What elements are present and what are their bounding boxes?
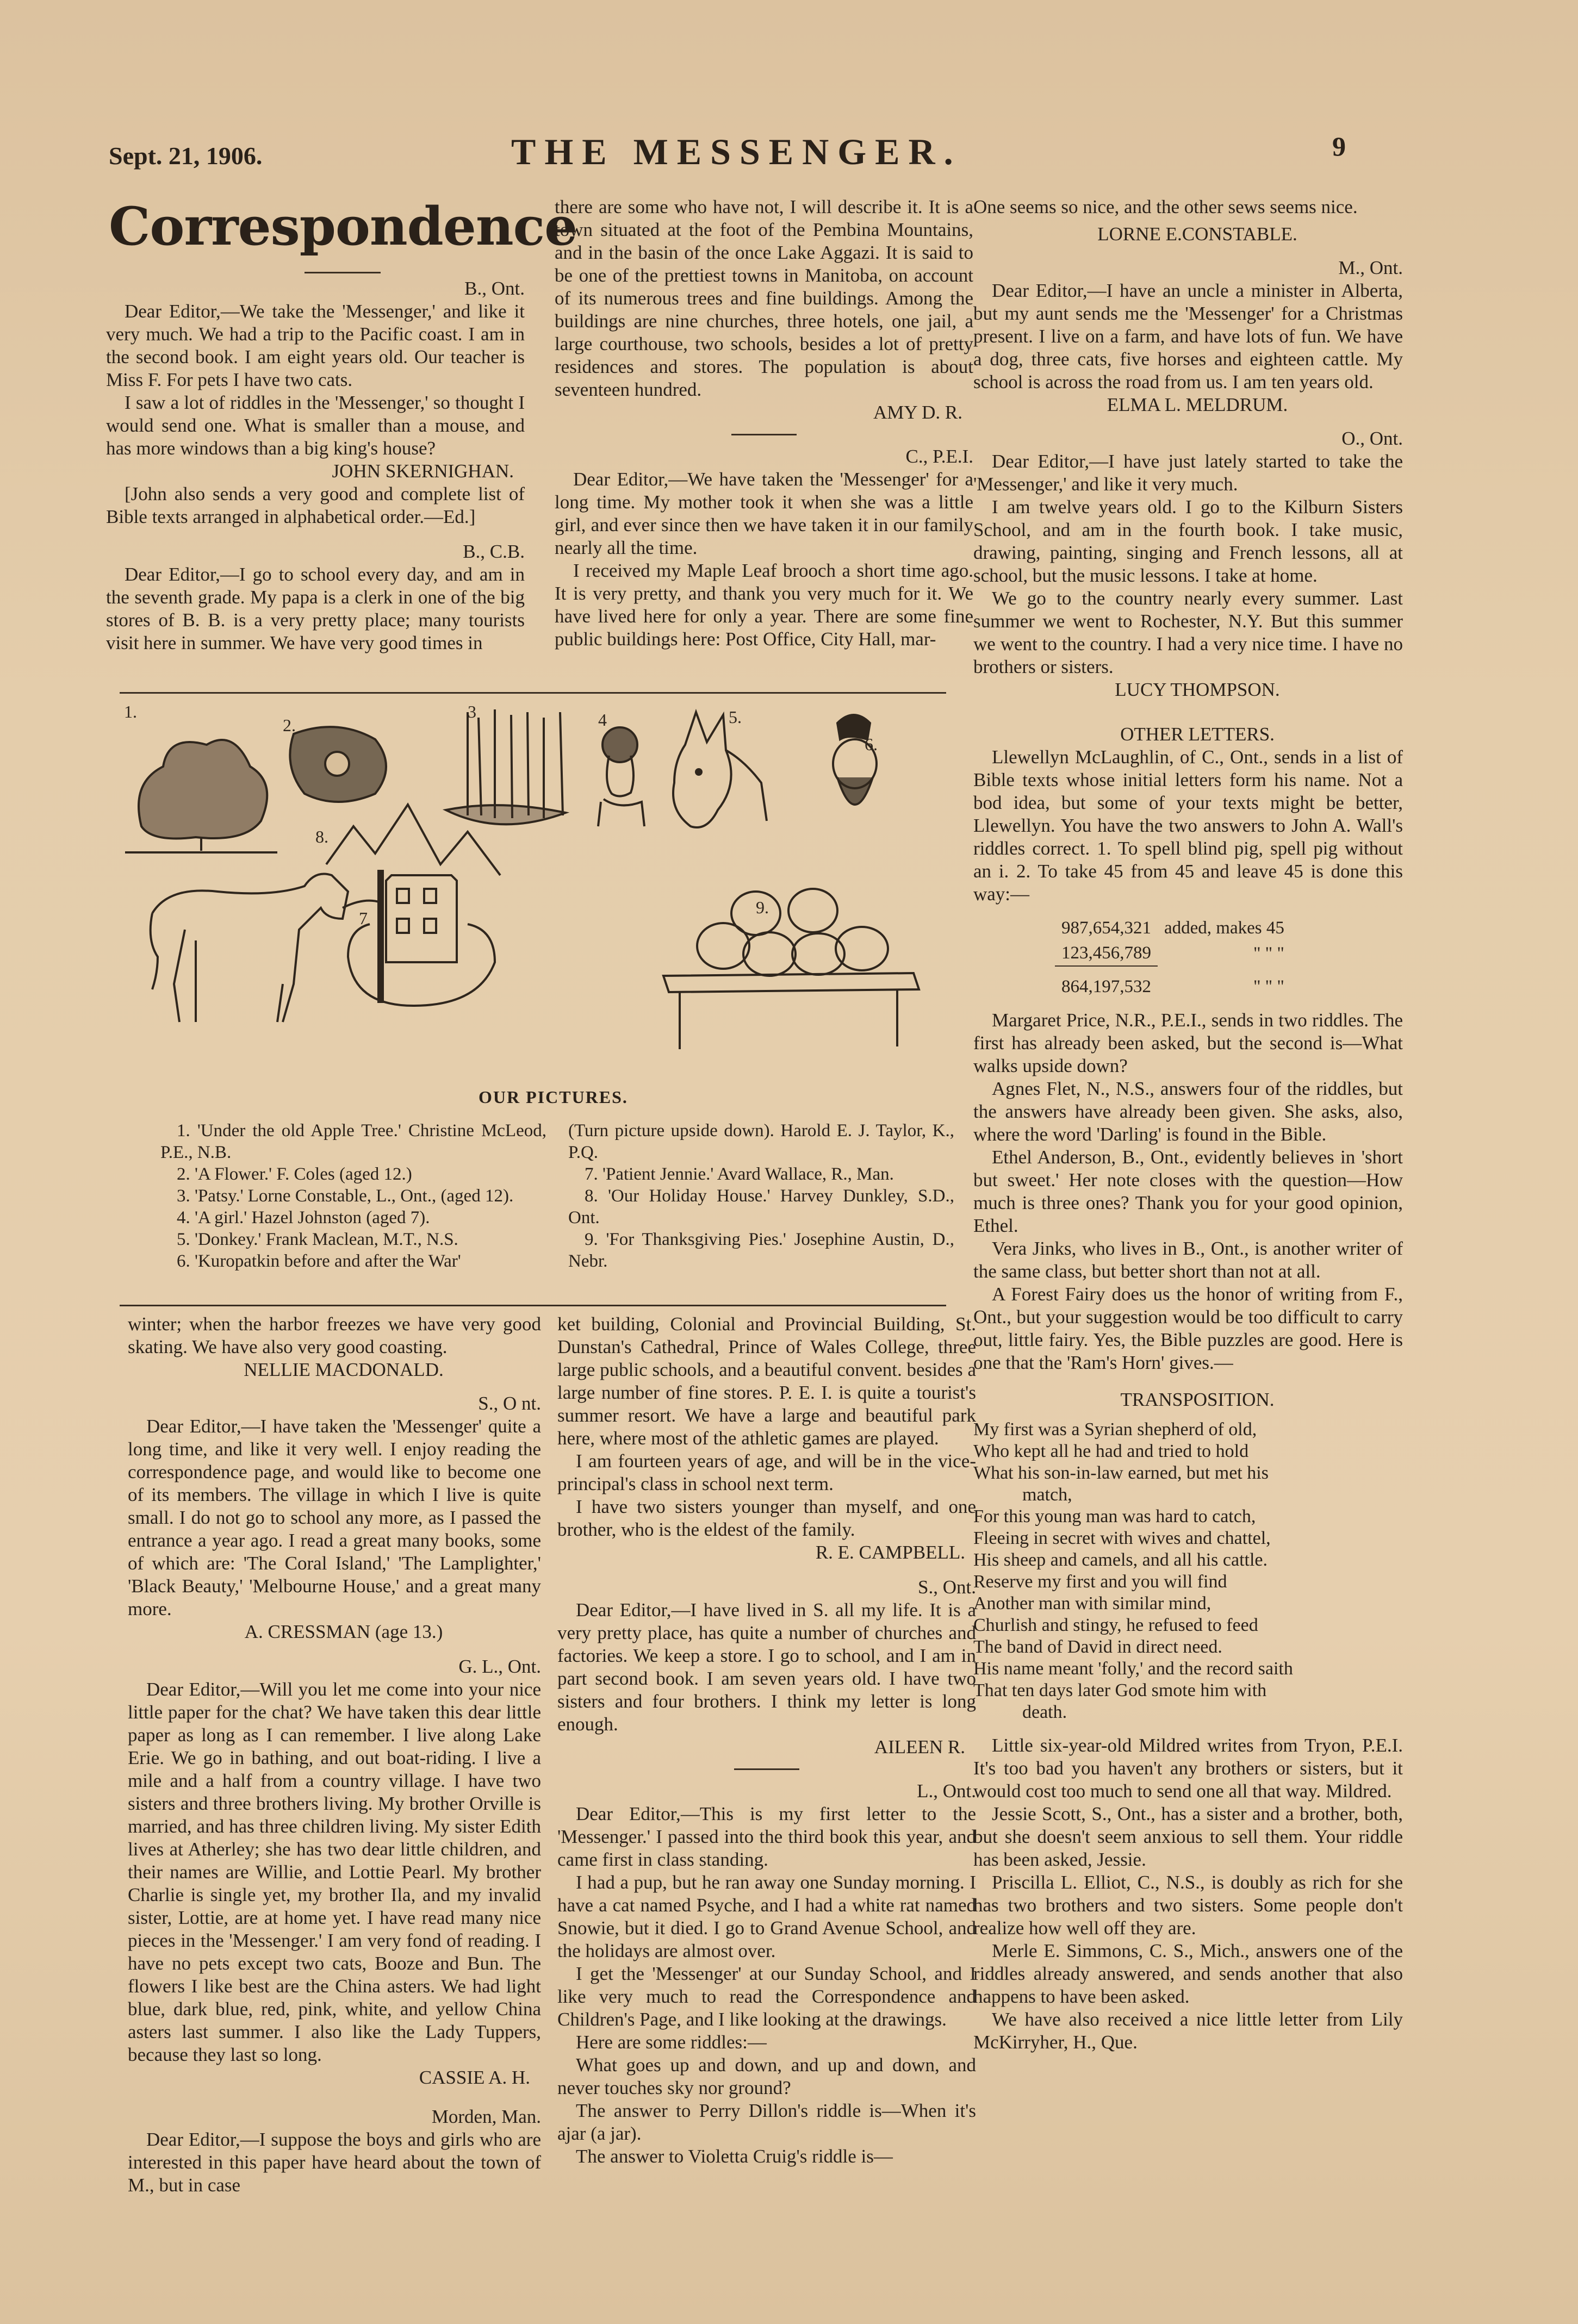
picture-caption: 7. 'Patient Jennie.' Avard Wallace, R., Man. (585, 1164, 894, 1184)
verse-line: The band of David in direct need. (973, 1637, 1222, 1657)
letter-body: winter; when the harbor freezes we have very good skating. We have also very good coasting. (128, 1313, 541, 1357)
letter-signature: R. E. CAMPBELL. (815, 1542, 965, 1563)
verse-line: death. (1022, 1702, 1067, 1722)
picture-number: 6. (865, 734, 878, 754)
letter-location: O., Ont. (1341, 428, 1403, 449)
donkey-drawing (673, 712, 767, 827)
our-pictures-heading: OUR PICTURES. (479, 1087, 628, 1107)
letter-signature: LORNE E.CONSTABLE. (1097, 223, 1297, 245)
picture-caption: 2. 'A Flower.' F. Coles (aged 12.) (177, 1164, 412, 1184)
letter-body: The answer to Perry Dillon's riddle is—When it's ajar (a jar). (557, 2100, 976, 2144)
letter-body: One seems so nice, and the other sews seems nice. (973, 196, 1358, 217)
letter-body: We go to the country nearly every summer. Last summer we went to Rochester, N.Y. But this summer we went to the country. I had a very nice time. I have no brothers or sisters. (973, 588, 1403, 677)
letter-signature: CASSIE A. H. (419, 2067, 530, 2088)
picture-caption: 8. 'Our Holiday House.' Harvey Dunkley, S.D., Ont. (568, 1186, 954, 1228)
letter-location: Morden, Man. (431, 2106, 541, 2127)
flower-drawing (290, 727, 386, 802)
apple-tree-drawing (125, 740, 277, 852)
letter-divider (731, 434, 797, 435)
picture-number: 4 (598, 710, 607, 730)
sum-value: 987,654,321 (1061, 918, 1151, 938)
letter-body: I get the 'Messenger' at our Sunday School, and I like very much to read the Correspondence and Children's Page, and I like looking at the drawings. (557, 1963, 976, 2030)
letter-body: What goes up and down, and up and down, and never touches sky nor ground? (557, 2054, 976, 2098)
picture-caption: 1. 'Under the old Apple Tree.' Christine McLeod, P.E., N.B. (160, 1121, 546, 1162)
letter-location: B., C.B. (463, 541, 525, 562)
column-3 (973, 196, 1403, 2054)
readers-drawings (120, 701, 957, 1082)
holiday-house-drawing (326, 805, 500, 1006)
picture-number: 5. (729, 707, 742, 727)
picture-caption: 6. 'Kuropatkin before and after the War' (177, 1251, 461, 1271)
letter-body: Dear Editor,—I suppose the boys and girls who are interested in this paper have heard about the town of M., but in case (128, 2129, 541, 2196)
sum-label: added, makes 45 (1164, 918, 1284, 938)
letter-body: Dear Editor,—I have just lately started to take the 'Messenger,' and like it very much. (973, 451, 1403, 495)
verse-line: match, (1022, 1485, 1072, 1505)
letter-body: Here are some riddles:— (576, 2032, 767, 2053)
column-2 (555, 196, 973, 651)
letter-body: I have two sisters younger than myself, and one brother, who is the eldest of the family. (557, 1496, 976, 1540)
letter-body: I received my Maple Leaf brooch a short time ago. It is very pretty, and thank you very much for it. We have lived here for only a year. There are some fine public buildings here: Post Office, City Hall, mar- (555, 560, 973, 650)
other-letter: Little six-year-old Mildred writes from Tryon, P.E.I. It's too bad you haven't any brothers or sisters, but it would cost too much to send one all that way. Mildred. (973, 1735, 1403, 1802)
title-rule (305, 272, 381, 273)
letter-divider (734, 1768, 799, 1770)
patient-jennie-drawing (151, 870, 381, 1022)
letter-signature: JOHN SKERNIGHAN. (332, 460, 514, 482)
verse-line: Fleeing in secret with wives and chattel, (973, 1528, 1271, 1548)
letter-location: M., Ont. (1338, 257, 1403, 278)
transposition-verse (973, 1419, 1403, 1723)
patsy-drawing (446, 709, 566, 824)
pictures-top-rule (120, 692, 946, 694)
other-letter: Margaret Price, N.R., P.E.I., sends in two riddles. The first has already been asked, but the second is—What walks upside down? (973, 1010, 1403, 1076)
picture-caption: (Turn picture upside down). Harold E. J. Taylor, K., P.Q. (568, 1121, 954, 1162)
sum-table (1055, 915, 1291, 999)
letter-signature: LUCY THOMPSON. (1115, 679, 1280, 700)
verse-line: Who kept all he had and tried to hold (973, 1441, 1249, 1461)
bottom-column-2 (557, 1313, 976, 2168)
sum-value: 123,456,789 (1055, 940, 1158, 966)
section-title: Correspondence (109, 196, 577, 257)
masthead-title: THE MESSENGER. (511, 131, 962, 172)
letter-location: L., Ont. (917, 1780, 976, 1802)
bottom-column-1 (128, 1313, 541, 2197)
transposition-heading: TRANSPOSITION. (1120, 1389, 1275, 1410)
pictures-bottom-rule (120, 1305, 946, 1306)
other-letter: Llewellyn McLaughlin, of C., Ont., sends in a list of Bible texts whose initial letters form his name. Not a bod idea, but some of your texts might be better, Llewellyn. You have the two answers to John A. Wall's riddles correct. 1. To spell blind pig, spell pig without an i. 2. To take 45 from 45 and leave 45 is done this way:— (973, 746, 1403, 905)
picture-caption: 3. 'Patsy.' Lorne Constable, L., Ont., (aged 12). (177, 1186, 514, 1206)
other-letter: Jessie Scott, S., Ont., has a sister and a brother, both, but she doesn't seem anxious to sell them. Your riddle has been asked, Jessie. (973, 1803, 1403, 1870)
letter-signature: ELMA L. MELDRUM. (1107, 394, 1288, 415)
sum-label: " " " (1253, 976, 1284, 996)
letter-body: Dear Editor,—I go to school every day, and am in the seventh grade. My papa is a clerk in one of the big stores of B. B. is a very pretty place; many tourists visit here in summer. We have very good times in (106, 564, 525, 653)
verse-line: For this young man was hard to catch, (973, 1506, 1256, 1527)
girl-drawing (598, 727, 644, 826)
thanksgiving-pies-drawing (663, 889, 919, 1049)
letter-body: I saw a lot of riddles in the 'Messenger,' so thought I would send one. What is smaller than a mouse, and has more windows than a big king's house? (106, 392, 525, 459)
picture-number: 3 (468, 702, 476, 721)
other-letter: Ethel Anderson, B., Ont., evidently believes in 'short but sweet.' Her note closes with the question—How much is three ones? Thank you for your good opinion, Ethel. (973, 1147, 1403, 1236)
letter-signature: AMY D. R. (873, 402, 962, 423)
letter-body: I had a pup, but he ran away one Sunday morning. I have a cat named Psyche, and I had a white rat named Snowie, but it died. I go to Grand Avenue School, and the holidays are almost over. (557, 1872, 976, 1961)
verse-line: My first was a Syrian shepherd of old, (973, 1419, 1257, 1440)
verse-line: Reserve my first and you will find (973, 1572, 1227, 1592)
picture-caption: 5. 'Donkey.' Frank Maclean, M.T., N.S. (177, 1230, 458, 1249)
editor-note: [John also sends a very good and complete list of Bible texts arranged in alphabetical order.—Ed.] (106, 483, 525, 527)
letter-location: S., Ont. (918, 1577, 976, 1598)
verse-line: What his son-in-law earned, but met his (973, 1463, 1269, 1483)
other-letter: Priscilla L. Elliot, C., N.S., is doubly as rich for she has two brothers and two sisters. Some people don't realize how well off they are. (973, 1872, 1403, 1939)
picture-number: 7 (359, 908, 368, 928)
picture-caption: 9. 'For Thanksgiving Pies.' Josephine Austin, D., Nebr. (568, 1230, 954, 1271)
verse-line: His name meant 'folly,' and the record saith (973, 1659, 1293, 1679)
picture-number: 9. (756, 898, 769, 917)
letter-location: B., Ont. (464, 278, 525, 299)
other-letter: Agnes Flet, N., N.S., answers four of the riddles, but the answers have already been given. She asks, also, where the word 'Darling' is found in the Bible. (973, 1078, 1403, 1145)
letter-signature: A. CRESSMAN (age 13.) (244, 1621, 443, 1642)
page-number: 9 (1332, 131, 1346, 161)
letter-body: I am twelve years old. I go to the Kilburn Sisters School, and am in the fourth book. I take music, drawing, painting, singing and French lessons, all at school, but the music lessons. I take at home. (973, 496, 1403, 586)
picture-number: 1. (124, 702, 137, 721)
letter-location: C., P.E.I. (905, 446, 973, 467)
other-letter: We have also received a nice little letter from Lily McKirryher, H., Que. (973, 2009, 1403, 2053)
sum-value: 864,197,532 (1061, 977, 1151, 996)
other-letter: A Forest Fairy does us the honor of writing from F., Ont., but your suggestion would be too difficult to carry out, little fairy. Yes, the Bible puzzles are good. Here is one that the 'Ram's Horn' gives.— (973, 1284, 1403, 1373)
other-letter: Merle E. Simmons, C. S., Mich., answers one of the riddles already answered, and sends another that also happens to have been asked. (973, 1940, 1403, 2007)
other-letters-heading: OTHER LETTERS. (1120, 724, 1275, 745)
verse-line: Churlish and stingy, he refused to feed (973, 1615, 1258, 1635)
verse-line: That ten days later God smote him with (973, 1680, 1267, 1700)
picture-number: 8. (315, 827, 328, 846)
letter-location: G. L., Ont. (458, 1656, 541, 1677)
pictures-captions-right (568, 1120, 954, 1272)
letter-body: The answer to Violetta Cruig's riddle is— (576, 2146, 893, 2167)
letter-signature: NELLIE MACDONALD. (244, 1359, 444, 1380)
letter-body: Dear Editor,—I have an uncle a minister in Alberta, but my aunt sends me the 'Messenger' for a Christmas present. I live on a farm, and have lots of fun. We have a dog, three cats, five horses and eighteen cattle. My school is across the road from us. I am ten years old. (973, 280, 1403, 392)
kuropatkin-drawing (833, 715, 877, 805)
verse-line: Another man with similar mind, (973, 1593, 1212, 1613)
picture-caption: 4. 'A girl.' Hazel Johnston (aged 7). (177, 1208, 430, 1228)
issue-date: Sept. 21, 1906. (109, 142, 263, 170)
letter-body: there are some who have not, I will describe it. It is a town situated at the foot of the Pembina Mountains, and in the basin of the once Lake Aggazi. It is said to be one of the prettiest towns in Manitoba, on account of its numerous trees and fine buildings. Among the buildings are nine churches, three hotels, one jail, a large courthouse, two schools, besides a lot of pretty residences and stores. The population is about seventeen hundred. (555, 196, 973, 400)
letter-body: Dear Editor,—Will you let me come into your nice little paper for the chat? We have taken this dear little paper as long as I can remember. I live along Lake Erie. We go in bathing, and out boat-riding. I live a mile and a half from a country village. I have two sisters and three brothers living. My brother Orville is married, and has three children living. My sister Edith lives at Atherley; she has two dear little children, and their names are Willie, and Lottie Pearl. My brother Charlie is single yet, my brother Ila, and my invalid sister, Lottie, are at home yet. I have read many nice pieces in the 'Messenger.' I am very fond of reading. I have no pets except two cats, Booze and Bun. The flowers I like best are the China asters. We had light blue, dark blue, red, pink, white, and yellow China asters last summer. I also like the Lady Tuppers, because they last so long. (128, 1679, 541, 2065)
letter-signature: AILEEN R. (874, 1736, 965, 1758)
letter-body: Dear Editor,—I have taken the 'Messenger' quite a long time, and like it very well. I enjoy reading the correspondence page, and would like to become one of its members. The village in which I live is quite small. I do not go to school any more, as I passed the entrance a year ago. I read a great many books, some of which are: 'The Coral Island,' 'The Lamplighter,' 'Black Beauty,' 'Melbourne House,' and a great many more. (128, 1416, 541, 1619)
pictures-captions-left (160, 1120, 546, 1272)
letter-body: Dear Editor,—We have taken the 'Messenger' for a long time. My mother took it when she was a little girl, and ever since then we have taken it in our family nearly all the time. (555, 469, 973, 558)
other-letter: Vera Jinks, who lives in B., Ont., is another writer of the same class, but better short than not at all. (973, 1238, 1403, 1282)
column-1 (106, 277, 525, 655)
letter-body: Dear Editor,—We take the 'Messenger,' and like it very much. We had a trip to the Pacific coast. I am in the second book. I am eight years old. Our teacher is Miss F. For pets I have two cats. (106, 301, 525, 390)
letter-location: S., O nt. (478, 1393, 541, 1414)
letter-body: I am fourteen years of age, and will be in the vice-principal's class in school next term. (557, 1450, 976, 1494)
sum-label: " " " (1253, 943, 1284, 963)
picture-number: 2. (283, 715, 296, 735)
verse-line: His sheep and camels, and all his cattle. (973, 1550, 1268, 1570)
letter-body: Dear Editor,—I have lived in S. all my life. It is a very pretty place, has quite a number of churches and factories. We keep a store. I go to school, and I am in part second book. I am seven years old. I have two sisters and four brothers. I think my letter is long enough. (557, 1599, 976, 1735)
letter-body: Dear Editor,—This is my first letter to the 'Messenger.' I passed into the third book this year, and came first in class standing. (557, 1803, 976, 1870)
letter-body: ket building, Colonial and Provincial Building, St. Dunstan's Cathedral, Prince of Wales College, three large public schools, and a beautiful convent. besides a large number of fine stores. P. E. I. is quite a tourist's summer resort. We have a large and beautiful park here, where most of the athletic games are played. (557, 1313, 976, 1449)
